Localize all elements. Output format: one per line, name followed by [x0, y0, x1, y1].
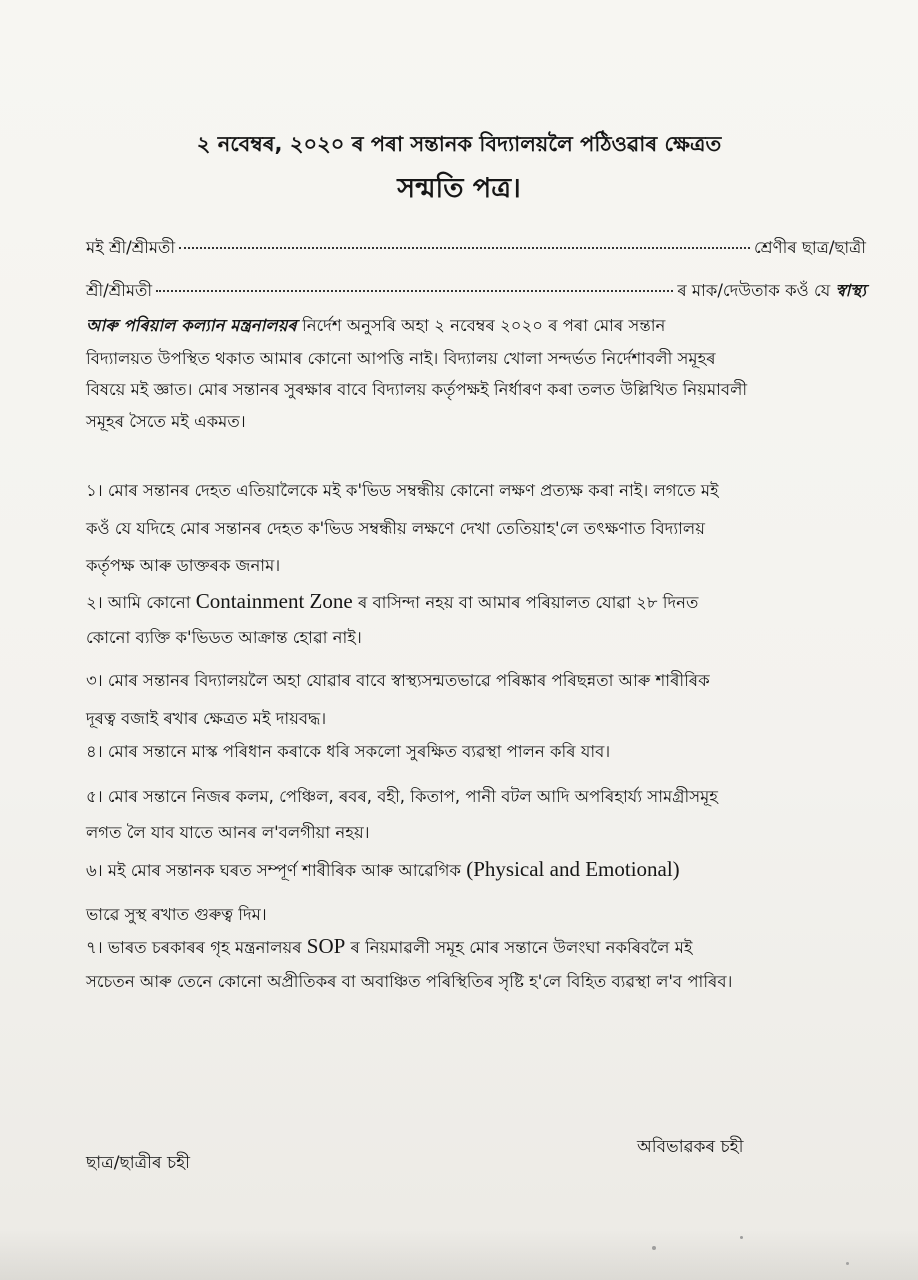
point-2-line-1	[86, 589, 866, 615]
declaration-line-2	[86, 279, 866, 303]
declaration-line-6: সমূহৰ সৈতে মই একমত।	[86, 412, 246, 431]
point-1-line-1: ১। মোৰ সন্তানৰ দেহত এতিয়ালৈকে মই ক'ভিড সম্বন্ধীয় কোনো লক্ষণ প্ৰত্যক্ষ কৰা নাই। লগতে মই	[86, 481, 719, 500]
point-7-line-2: সচেতন আৰু তেনে কোনো অপ্ৰীতিকৰ বা অবাঞ্চিত পৰিস্থিতিৰ সৃষ্টি হ'লে বিহিত ব্যৱস্থা ল'ব পাৰিব।	[86, 972, 733, 991]
declaration-text-3: নিৰ্দেশ অনুসৰি অহা ২ নবেম্বৰ ২০২০ ৰ পৰা মোৰ সন্তান	[301, 316, 666, 335]
point-4-line-1: ৪। মোৰ সন্তানে মাস্ক পৰিধান কৰাকে ধৰি সকলো সুৰক্ষিত ব্যৱস্থা পালন কৰি যাব।	[86, 742, 611, 761]
class-label: শ্ৰেণীৰ ছাত্ৰ/ছাত্ৰী	[753, 238, 866, 257]
student-name-blank[interactable]	[179, 247, 750, 249]
name-label: মই শ্ৰী/শ্ৰীমতী	[86, 238, 176, 257]
point-2-text-a: ২। আমি কোনো	[86, 593, 191, 612]
declaration-line-1	[86, 236, 866, 260]
ministry-text-start: স্বাস্থ্য	[835, 281, 866, 300]
sop-text: SOP	[306, 934, 346, 958]
letter-title: ২ নবেম্বৰ, ২০২০ ৰ পৰা সন্তানক বিদ্যালয়লৈ পঠিওৱাৰ ক্ষেত্ৰত	[196, 132, 722, 156]
student-signature-label: ছাত্ৰ/ছাত্ৰীৰ চহী	[86, 1153, 190, 1173]
point-6-text-a: ৬। মই মোৰ সন্তানক ঘৰত সম্পূৰ্ণ শাৰীৰিক আৰু আৱেগিক	[86, 861, 461, 880]
point-2-line-2: কোনো ব্যক্তি ক'ভিডত আক্ৰান্ত হোৱা নাই।	[86, 628, 362, 647]
parent-label: শ্ৰী/শ্ৰীমতী	[86, 281, 153, 300]
point-6-line-1	[86, 857, 866, 883]
guardian-signature-label: অবিভাৱকৰ চহী	[637, 1137, 744, 1157]
ministry-text: আৰু পৰিয়াল কল্যান মন্ত্ৰনালয়ৰ	[86, 316, 297, 335]
parent-name-blank[interactable]	[156, 290, 673, 292]
declaration-line-4: বিদ্যালয়ত উপস্থিত থকাত আমাৰ কোনো আপত্তি নাই। বিদ্যালয় খোলা সন্দৰ্ভত নিৰ্দেশাবলী সমূহৰ	[86, 349, 716, 368]
point-7-line-1	[86, 934, 866, 960]
point-3-line-2: দূৰত্ব বজাই ৰখাৰ ক্ষেত্ৰত মই দায়বদ্ধ।	[86, 709, 327, 728]
point-1-line-2: কওঁ যে যদিহে মোৰ সন্তানৰ দেহত ক'ভিড সম্বন্ধীয় লক্ষণে দেখা তেতিয়াহ'লে তৎক্ষণাত বিদ্যালয়	[86, 519, 705, 538]
point-5-line-1: ৫। মোৰ সন্তানে নিজৰ কলম, পেঞ্চিল, ৰবৰ, বহী, কিতাপ, পানী বটল আদি অপৰিহাৰ্য্য সামগ্ৰীসমূহ	[86, 787, 718, 806]
declaration-line-5: বিষয়ে মই জ্ঞাত। মোৰ সন্তানৰ সুৰক্ষাৰ বাবে বিদ্যালয় কৰ্তৃপক্ষই নিৰ্ধাৰণ কৰা তলত উল্লিখিত নিয়মাবলী	[86, 380, 748, 399]
relation-text: ৰ মাক/দেউতাক কওঁ যে	[677, 281, 831, 300]
containment-zone-text: Containment Zone	[195, 589, 353, 613]
paper-bottom-shadow	[0, 1230, 918, 1280]
point-7-text-a: ৭। ভাৰত চৰকাৰৰ গৃহ মন্ত্ৰনালয়ৰ	[86, 938, 302, 957]
point-7-text-b: ৰ নিয়মাৱলী সমূহ মোৰ সন্তানে উলংঘা নকৰিবলৈ মই	[350, 938, 693, 957]
point-2-text-b: ৰ বাসিন্দা নহয় বা আমাৰ পৰিয়ালত যোৱা ২৮ দিনত	[357, 593, 699, 612]
declaration-line-3	[86, 314, 866, 338]
point-1-line-3: কৰ্তৃপক্ষ আৰু ডাক্তৰক জনাম।	[86, 556, 281, 575]
point-3-line-1: ৩। মোৰ সন্তানৰ বিদ্যালয়লৈ অহা যোৱাৰ বাবে স্বাস্থ্যসন্মতভাৱে পৰিষ্কাৰ পৰিছন্নতা আৰু শাৰীৰিক	[86, 671, 710, 690]
point-6-line-2: ভাৱে সুস্থ ৰখাত গুৰুত্ব দিম।	[86, 905, 267, 924]
point-5-line-2: লগত লৈ যাব যাতে আনৰ ল'বলগীয়া নহয়।	[86, 823, 370, 842]
physical-emotional-text: (Physical and Emotional)	[466, 857, 680, 881]
letter-subtitle: সন্মতি পত্ৰ।	[397, 173, 521, 204]
